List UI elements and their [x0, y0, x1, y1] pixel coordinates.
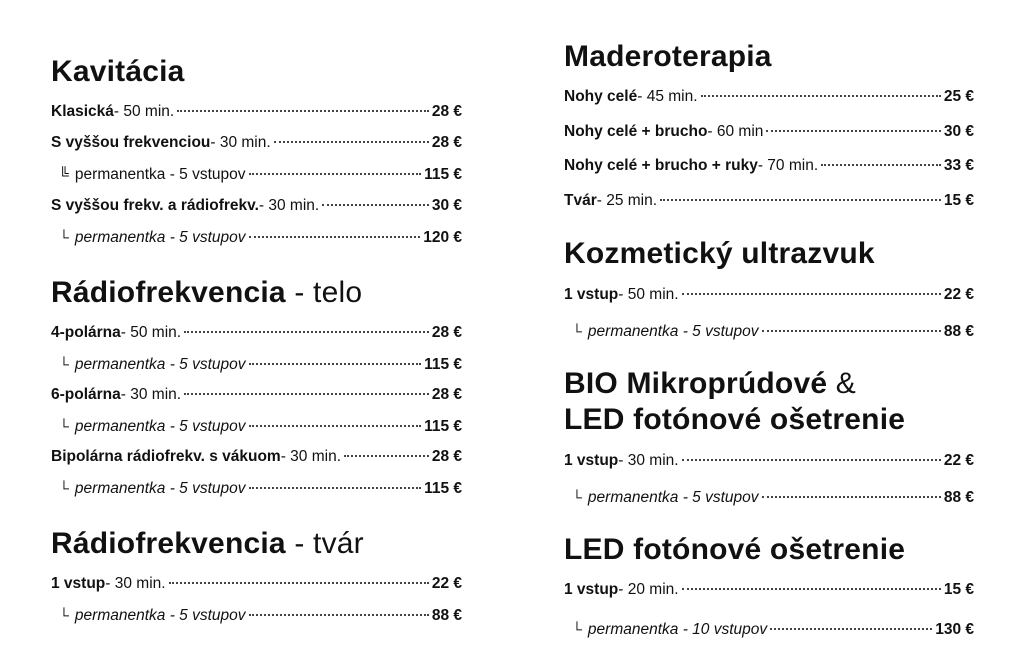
leader-dots — [249, 425, 422, 427]
pass-label: permanentka - 10 vstupov — [587, 621, 768, 638]
service-name: 1 vstup — [564, 452, 619, 469]
service-duration: - 50 min. — [120, 324, 182, 341]
leader-dots — [660, 199, 941, 201]
leader-dots — [766, 130, 940, 132]
section-title-line2: LED fotónové ošetrenie — [564, 403, 906, 436]
sub-branch-icon: └ — [572, 323, 582, 339]
section-title: LED fotónové ošetrenie — [564, 533, 906, 566]
sub-branch-icon: ╚ — [59, 166, 69, 182]
section-title: Kavitácia — [51, 55, 185, 88]
price-row — [51, 195, 462, 217]
price-row — [51, 322, 462, 344]
pass-label: permanentka - 5 vstupov — [74, 229, 246, 246]
sub-branch-icon: └ — [59, 607, 69, 623]
service-duration: - 50 min. — [113, 103, 175, 120]
pass-price: 88 € — [431, 607, 462, 624]
pass-label: permanentka - 5 vstupov — [587, 489, 759, 506]
leader-dots — [249, 614, 429, 616]
price-row — [564, 86, 974, 108]
leader-dots — [682, 293, 941, 295]
pass-price: 130 € — [935, 621, 974, 638]
leader-dots — [169, 582, 429, 584]
service-name: Klasická — [51, 103, 114, 120]
price-subrow — [51, 226, 462, 248]
leader-dots — [184, 331, 429, 333]
pass-price: 115 € — [424, 418, 462, 435]
pass-price: 115 € — [424, 356, 462, 373]
pass-price: 88 € — [943, 489, 974, 506]
service-name: 6-polárna — [51, 386, 121, 403]
leader-dots — [177, 110, 429, 112]
price-row — [564, 121, 974, 143]
price-row — [51, 573, 462, 595]
service-price: 15 € — [943, 192, 974, 209]
leader-dots — [322, 204, 429, 206]
service-price: 22 € — [943, 452, 974, 469]
sub-branch-icon: └ — [59, 418, 69, 434]
service-duration: - 20 min. — [618, 581, 679, 598]
leader-dots — [762, 330, 941, 332]
leader-dots — [249, 173, 422, 175]
section-title-line1: BIO Mikroprúdové & — [564, 367, 856, 400]
section-title: Kozmetický ultrazvuk — [564, 237, 875, 270]
service-price: 30 € — [431, 197, 462, 214]
service-price: 28 € — [431, 103, 462, 120]
price-row — [564, 155, 974, 177]
price-subrow — [564, 320, 974, 342]
sub-branch-icon: └ — [572, 621, 582, 637]
service-duration: - 70 min. — [757, 157, 819, 174]
pass-label: permanentka - 5 vstupov — [74, 356, 246, 373]
section-title: Maderoterapia — [564, 40, 772, 73]
service-name: 1 vstup — [51, 575, 106, 592]
pass-label: permanentka - 5 vstupov — [587, 323, 759, 340]
service-price: 28 € — [431, 324, 462, 341]
sub-branch-icon: └ — [59, 356, 69, 372]
pass-label: permanentka - 5 vstupov — [74, 418, 246, 435]
leader-dots — [762, 496, 941, 498]
price-subrow — [51, 415, 462, 437]
leader-dots — [184, 393, 429, 395]
service-price: 25 € — [943, 88, 974, 105]
service-duration: - 30 min. — [618, 452, 679, 469]
pass-price: 115 € — [424, 166, 462, 183]
price-row — [51, 101, 462, 123]
service-duration: - 30 min. — [280, 448, 342, 465]
price-subrow — [564, 618, 974, 640]
service-price: 30 € — [943, 123, 974, 140]
service-price: 22 € — [431, 575, 462, 592]
sub-branch-icon: └ — [59, 229, 69, 245]
price-subrow — [51, 604, 462, 626]
leader-dots — [249, 363, 422, 365]
service-duration: - 50 min. — [618, 286, 679, 303]
section-title: Rádiofrekvencia - telo — [51, 276, 363, 309]
leader-dots — [682, 588, 941, 590]
service-name: Tvár — [564, 192, 597, 209]
price-subrow — [51, 353, 462, 375]
price-row — [564, 284, 974, 306]
price-row — [564, 579, 974, 601]
pass-price: 115 € — [424, 480, 462, 497]
leader-dots — [249, 236, 421, 238]
service-price: 15 € — [943, 581, 974, 598]
service-price: 33 € — [943, 157, 974, 174]
leader-dots — [344, 455, 429, 457]
service-duration: - 45 min. — [637, 88, 698, 105]
service-price: 28 € — [431, 448, 462, 465]
service-name: Nohy celé + brucho + ruky — [564, 157, 758, 174]
service-name: Bipolárna rádiofrekv. s vákuom — [51, 448, 281, 465]
service-duration: - 30 min. — [120, 386, 182, 403]
service-name: S vyššou frekvenciou — [51, 134, 211, 151]
service-name: 1 vstup — [564, 581, 619, 598]
leader-dots — [701, 95, 941, 97]
service-name: 4-polárna — [51, 324, 121, 341]
sub-branch-icon: └ — [572, 489, 582, 505]
pass-label: permanentka - 5 vstupov — [74, 480, 246, 497]
service-duration: - 25 min. — [596, 192, 658, 209]
service-duration: - 30 min. — [210, 134, 271, 151]
pass-price: 88 € — [943, 323, 974, 340]
service-name: Nohy celé — [564, 88, 638, 105]
service-duration: - 30 min. — [258, 197, 320, 214]
price-row — [564, 190, 974, 212]
leader-dots — [770, 628, 932, 630]
section-title: Rádiofrekvencia - tvár — [51, 527, 364, 560]
price-row — [51, 384, 462, 406]
leader-dots — [274, 141, 429, 143]
sub-branch-icon: └ — [59, 480, 69, 496]
price-subrow — [51, 163, 462, 185]
leader-dots — [821, 164, 941, 166]
price-subrow — [564, 486, 974, 508]
leader-dots — [682, 459, 941, 461]
price-row — [564, 450, 974, 472]
service-name: Nohy celé + brucho — [564, 123, 708, 140]
leader-dots — [249, 487, 422, 489]
price-row — [51, 446, 462, 468]
service-duration: - 30 min. — [105, 575, 166, 592]
service-price: 28 € — [431, 386, 462, 403]
service-name: 1 vstup — [564, 286, 619, 303]
pass-label: permanentka - 5 vstupov — [74, 607, 246, 624]
service-price: 22 € — [943, 286, 974, 303]
service-price: 28 € — [431, 134, 462, 151]
price-row — [51, 132, 462, 154]
service-duration: - 60 min — [707, 123, 764, 140]
pass-label: permanentka - 5 vstupov — [74, 166, 246, 183]
price-subrow — [51, 477, 462, 499]
service-name: S vyššou frekv. a rádiofrekv. — [51, 197, 259, 214]
pass-price: 120 € — [423, 229, 462, 246]
